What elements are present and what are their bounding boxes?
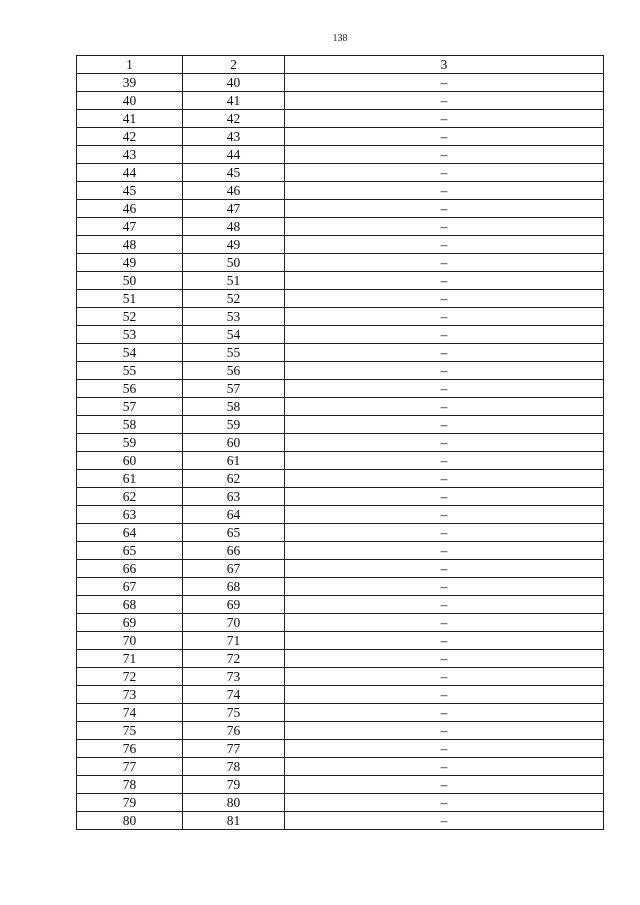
data-table-container [76,55,604,830]
column-header-3: 3 [285,56,604,74]
table-cell-col-1: 65 [77,542,183,560]
table-cell-col-3: – [285,92,604,110]
table-cell-col-3: – [285,632,604,650]
table-cell-col-2: 80 [183,794,285,812]
table-cell-col-2: 74 [183,686,285,704]
table-cell-col-2: 49 [183,236,285,254]
table-cell-col-3: – [285,740,604,758]
table-cell-col-1: 50 [77,272,183,290]
table-cell-col-3: – [285,758,604,776]
table-cell-col-1: 68 [77,596,183,614]
table-cell-col-2: 78 [183,758,285,776]
table-row [77,92,604,110]
table-row [77,452,604,470]
table-row [77,128,604,146]
table-row [77,272,604,290]
table-cell-col-3: – [285,614,604,632]
table-cell-col-2: 81 [183,812,285,830]
table-cell-col-3: – [285,650,604,668]
table-row [77,146,604,164]
table-cell-col-3: – [285,704,604,722]
table-row [77,794,604,812]
table-row [77,416,604,434]
table-cell-col-3: – [285,164,604,182]
table-row [77,722,604,740]
table-row [77,470,604,488]
table-row [77,578,604,596]
table-cell-col-1: 45 [77,182,183,200]
table-row [77,236,604,254]
table-row [77,290,604,308]
table-cell-col-2: 41 [183,92,285,110]
table-cell-col-3: – [285,668,604,686]
table-cell-col-1: 54 [77,344,183,362]
table-cell-col-1: 73 [77,686,183,704]
table-cell-col-1: 46 [77,200,183,218]
table-row [77,740,604,758]
table-cell-col-2: 63 [183,488,285,506]
table-cell-col-1: 71 [77,650,183,668]
table-cell-col-1: 61 [77,470,183,488]
table-row [77,686,604,704]
table-cell-col-1: 63 [77,506,183,524]
table-row [77,200,604,218]
table-cell-col-3: – [285,128,604,146]
table-cell-col-2: 68 [183,578,285,596]
table-cell-col-3: – [285,362,604,380]
table-cell-col-1: 42 [77,128,183,146]
table-cell-col-1: 64 [77,524,183,542]
table-cell-col-2: 73 [183,668,285,686]
table-cell-col-3: – [285,200,604,218]
table-cell-col-3: – [285,272,604,290]
table-cell-col-2: 59 [183,416,285,434]
table-header-row [77,56,604,74]
table-cell-col-3: – [285,578,604,596]
table-cell-col-1: 48 [77,236,183,254]
table-cell-col-2: 43 [183,128,285,146]
table-cell-col-3: – [285,470,604,488]
table-cell-col-2: 69 [183,596,285,614]
table-cell-col-1: 55 [77,362,183,380]
column-header-1: 1 [77,56,183,74]
table-cell-col-2: 53 [183,308,285,326]
table-cell-col-2: 61 [183,452,285,470]
table-row [77,488,604,506]
table-cell-col-3: – [285,398,604,416]
table-row [77,398,604,416]
table-cell-col-3: – [285,812,604,830]
table-cell-col-1: 59 [77,434,183,452]
table-cell-col-1: 56 [77,380,183,398]
table-cell-col-2: 79 [183,776,285,794]
table-row [77,362,604,380]
table-cell-col-2: 60 [183,434,285,452]
table-cell-col-1: 49 [77,254,183,272]
table-cell-col-1: 80 [77,812,183,830]
table-row [77,704,604,722]
table-row [77,596,604,614]
table-cell-col-2: 55 [183,344,285,362]
table-cell-col-1: 66 [77,560,183,578]
table-cell-col-1: 52 [77,308,183,326]
table-cell-col-2: 77 [183,740,285,758]
table-cell-col-1: 70 [77,632,183,650]
table-row [77,614,604,632]
table-cell-col-1: 51 [77,290,183,308]
table-body [77,74,604,830]
table-cell-col-2: 44 [183,146,285,164]
table-cell-col-2: 46 [183,182,285,200]
table-cell-col-3: – [285,542,604,560]
table-cell-col-1: 62 [77,488,183,506]
table-row [77,182,604,200]
table-cell-col-2: 65 [183,524,285,542]
table-cell-col-3: – [285,74,604,92]
table-cell-col-1: 40 [77,92,183,110]
table-cell-col-1: 76 [77,740,183,758]
table-cell-col-1: 78 [77,776,183,794]
table-cell-col-1: 67 [77,578,183,596]
table-row [77,308,604,326]
table-cell-col-3: – [285,524,604,542]
table-cell-col-1: 58 [77,416,183,434]
table-cell-col-3: – [285,218,604,236]
table-cell-col-2: 72 [183,650,285,668]
table-cell-col-3: – [285,596,604,614]
table-cell-col-2: 40 [183,74,285,92]
table-row [77,218,604,236]
table-cell-col-2: 51 [183,272,285,290]
table-cell-col-1: 43 [77,146,183,164]
table-cell-col-1: 57 [77,398,183,416]
table-cell-col-1: 47 [77,218,183,236]
table-cell-col-3: – [285,416,604,434]
table-cell-col-2: 70 [183,614,285,632]
table-cell-col-2: 54 [183,326,285,344]
table-cell-col-2: 62 [183,470,285,488]
table-row [77,812,604,830]
table-cell-col-1: 79 [77,794,183,812]
table-cell-col-3: – [285,794,604,812]
table-cell-col-2: 71 [183,632,285,650]
table-cell-col-3: – [285,776,604,794]
table-cell-col-3: – [285,326,604,344]
table-row [77,434,604,452]
table-cell-col-3: – [285,146,604,164]
table-cell-col-1: 60 [77,452,183,470]
table-cell-col-1: 75 [77,722,183,740]
table-row [77,758,604,776]
table-cell-col-2: 56 [183,362,285,380]
table-row [77,650,604,668]
table-cell-col-1: 44 [77,164,183,182]
table-row [77,74,604,92]
table-row [77,668,604,686]
table-cell-col-3: – [285,506,604,524]
table-row [77,542,604,560]
table-cell-col-2: 58 [183,398,285,416]
page-number: 138 [332,33,348,44]
table-row [77,254,604,272]
table-cell-col-2: 52 [183,290,285,308]
table-cell-col-1: 41 [77,110,183,128]
table-cell-col-1: 69 [77,614,183,632]
table-cell-col-2: 75 [183,704,285,722]
table-cell-col-1: 77 [77,758,183,776]
table-cell-col-2: 64 [183,506,285,524]
table-cell-col-3: – [285,488,604,506]
table-cell-col-1: 72 [77,668,183,686]
table-row [77,344,604,362]
table-cell-col-3: – [285,236,604,254]
table-cell-col-2: 48 [183,218,285,236]
table-cell-col-3: – [285,452,604,470]
table-cell-col-3: – [285,560,604,578]
table-cell-col-2: 67 [183,560,285,578]
table-cell-col-3: – [285,254,604,272]
table-row [77,164,604,182]
table-cell-col-3: – [285,110,604,128]
table-row [77,776,604,794]
table-cell-col-1: 53 [77,326,183,344]
column-header-2: 2 [183,56,285,74]
table-cell-col-1: 74 [77,704,183,722]
table-cell-col-3: – [285,722,604,740]
table-row [77,326,604,344]
table-row [77,524,604,542]
table-cell-col-2: 66 [183,542,285,560]
table-row [77,506,604,524]
table-cell-col-3: – [285,686,604,704]
table-cell-col-2: 76 [183,722,285,740]
table-cell-col-2: 50 [183,254,285,272]
data-table [76,55,604,830]
table-cell-col-3: – [285,344,604,362]
table-cell-col-3: – [285,182,604,200]
table-cell-col-3: – [285,380,604,398]
table-cell-col-3: – [285,308,604,326]
table-cell-col-3: – [285,434,604,452]
table-row [77,560,604,578]
table-cell-col-2: 57 [183,380,285,398]
table-cell-col-1: 39 [77,74,183,92]
table-cell-col-2: 45 [183,164,285,182]
table-row [77,380,604,398]
table-row [77,110,604,128]
table-cell-col-2: 47 [183,200,285,218]
table-row [77,632,604,650]
table-cell-col-2: 42 [183,110,285,128]
table-cell-col-3: – [285,290,604,308]
